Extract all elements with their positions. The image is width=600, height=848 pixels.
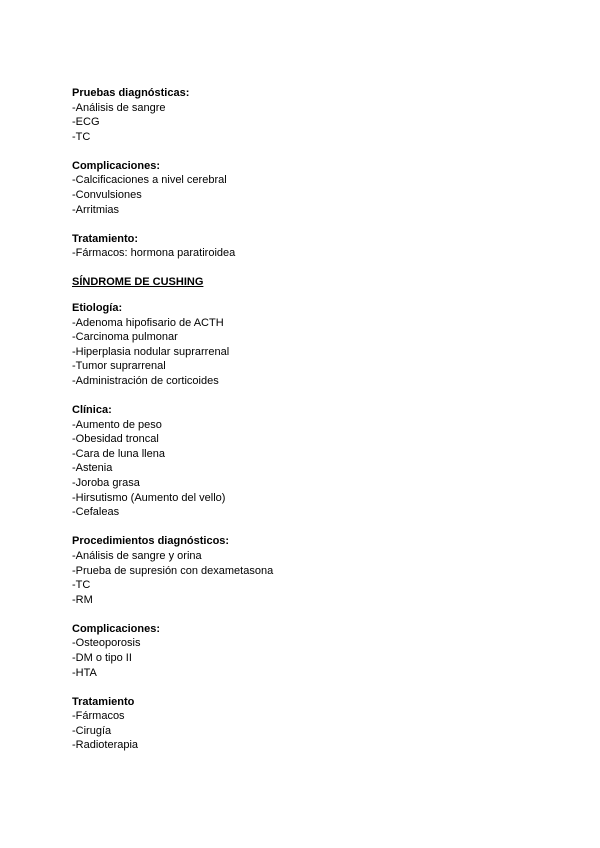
- list-item: -Cara de luna llena: [72, 447, 165, 460]
- list-item: -DM o tipo II: [72, 652, 132, 664]
- list-item: -Astenia: [72, 462, 113, 475]
- list-item: -Análisis de sangre: [72, 101, 166, 114]
- section-heading: Tratamiento: [72, 695, 135, 708]
- list-item: -Administración de corticoides: [72, 375, 219, 387]
- section-tratamiento: [72, 232, 552, 261]
- list-item: -Osteoporosis: [72, 637, 141, 650]
- list-item: -Fármacos: hormona paratiroidea: [72, 247, 236, 260]
- list-item: -HTA: [72, 666, 97, 679]
- list-item: -Cefaleas: [72, 506, 120, 519]
- section-heading: Etiología:: [72, 302, 123, 315]
- list-item: -Joroba grasa: [72, 477, 140, 490]
- section-complicaciones: [72, 159, 552, 217]
- list-item: -Adenoma hipofisario de ACTH: [72, 316, 224, 329]
- section-complicaciones-cushing: [72, 622, 552, 680]
- section-clinica: [72, 403, 552, 520]
- list-item: -Hiperplasia nodular suprarrenal: [72, 345, 230, 358]
- section-heading: Clínica:: [72, 404, 112, 417]
- list-item: -Calcificaciones a nivel cerebral: [72, 174, 227, 187]
- list-item: -RM: [72, 593, 93, 606]
- section-pruebas-diagnosticas: [72, 86, 552, 144]
- section-heading: Pruebas diagnósticas:: [72, 87, 190, 99]
- list-item: -Convulsiones: [72, 189, 142, 202]
- list-item: -Radioterapia: [72, 739, 139, 752]
- list-item: -Hirsutismo (Aumento del vello): [72, 491, 226, 504]
- list-item: -TC: [72, 579, 91, 592]
- list-item: -Cirugía: [72, 724, 112, 737]
- cushing-title-block: [72, 275, 552, 290]
- list-item: -Análisis de sangre y orina: [72, 549, 202, 562]
- document-page: [72, 86, 552, 768]
- list-item: -Fármacos: [72, 710, 125, 723]
- list-item: -Carcinoma pulmonar: [72, 331, 178, 344]
- list-item: -TC: [72, 130, 91, 143]
- list-item: -Arritmias: [72, 203, 120, 216]
- section-heading: Procedimientos diagnósticos:: [72, 535, 230, 548]
- section-heading: Complicaciones:: [72, 622, 161, 635]
- list-item: -Obesidad troncal: [72, 433, 159, 446]
- section-heading: Complicaciones:: [72, 159, 161, 172]
- list-item: -Tumor suprarrenal: [72, 360, 166, 373]
- section-tratamiento-cushing: [72, 695, 552, 753]
- section-etiologia: [72, 301, 552, 389]
- document-title: SÍNDROME DE CUSHING: [72, 276, 204, 289]
- list-item: -Prueba de supresión con dexametasona: [72, 564, 274, 577]
- list-item: -ECG: [72, 116, 100, 129]
- section-heading: Tratamiento:: [72, 232, 139, 245]
- list-item: -Aumento de peso: [72, 418, 162, 431]
- section-procedimientos-diagnosticos: [72, 534, 552, 607]
